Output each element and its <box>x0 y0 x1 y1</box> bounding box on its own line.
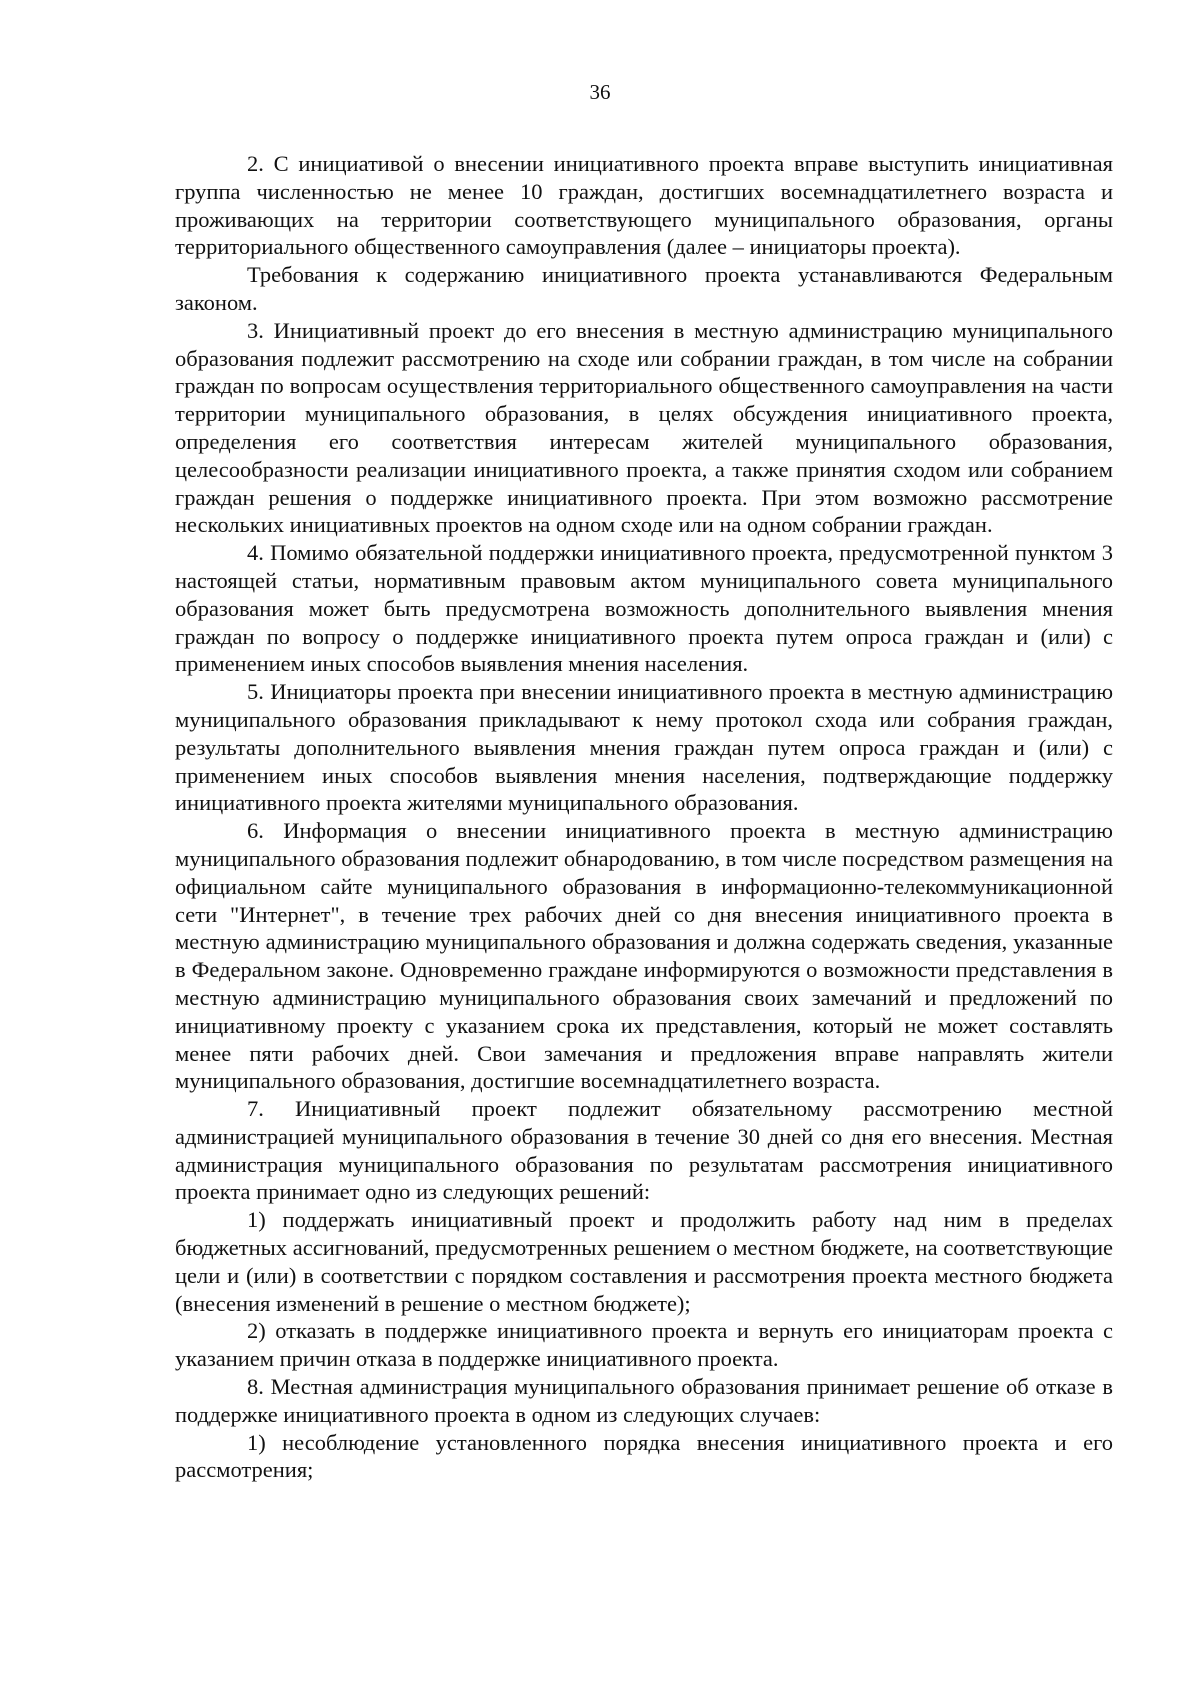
paragraph-requirements: Требования к содержанию инициативного проекта устанавливаются Федеральным законом. <box>175 262 1113 315</box>
paragraph-3: 3. Инициативный проект до его внесения в местную администрацию муниципального образования подлежит рассмотрению на сходе или собрании граждан, в том числе на собрании граждан по вопросам осуществления территориального общественного самоуправления на части территории муниципального образования, в целях обсуждения инициативного проекта, определения его соответствия интересам жителей муниципального образования, целесообразности реализации инициативного проекта, а также принятия сходом или собранием граждан решения о поддержке инициативного проекта. При этом возможно рассмотрение нескольких инициативных проектов на одном сходе или на одном собрании граждан. <box>175 317 1113 538</box>
paragraph-8: 8. Местная администрация муниципального образования принимает решение об отказе в поддержке инициативного проекта в одном из следующих случаев: <box>175 1374 1113 1427</box>
paragraph-8-item-1: 1) несоблюдение установленного порядка внесения инициативного проекта и его рассмотрения; <box>175 1429 1113 1483</box>
paragraph-6: 6. Информация о внесении инициативного проекта в местную администрацию муниципального образования подлежит обнародованию, в том числе посредством размещения на официальном сайте муниципального образования в информационно-телекоммуникационной сети "Интернет", в течение трех рабочих дней со дня внесения инициативного проекта в местную администрацию муниципального образования и должна содержать сведения, указанные в Федеральном законе. Одновременно граждане информируются о возможности представления в местную администрацию муниципального образования своих замечаний и предложений по инициативному проекту с указанием срока их представления, который не может составлять менее пяти рабочих дней. Свои замечания и предложения вправе направлять жители муниципального образования, достигшие восемнадцатилетнего возраста. <box>175 818 1113 1094</box>
paragraph-4: 4. Помимо обязательной поддержки инициативного проекта, предусмотренной пунктом 3 настоящей статьи, нормативным правовым актом муниципального совета муниципального образования может быть предусмотрена возможность дополнительного выявления мнения граждан по вопросу о поддержке инициативного проекта путем опроса граждан и (или) с применением иных способов выявления мнения населения. <box>175 540 1113 677</box>
paragraph-7: 7. Инициативный проект подлежит обязательному рассмотрению местной администрацией муниципального образования в течение 30 дней со дня его внесения. Местная администрация муниципального образования по результатам рассмотрения инициативного проекта принимает одно из следующих решений: <box>175 1096 1113 1205</box>
page-number: 36 <box>589 80 611 104</box>
paragraph-2: 2. С инициативой о внесении инициативного проекта вправе выступить инициативная группа численностью не менее 10 граждан, достигших восемнадцатилетнего возраста и проживающих на территории соответствующего муниципального образования, органы территориального общественного самоуправления (далее – инициаторы проекта). <box>175 151 1113 260</box>
paragraph-7-item-1: 1) поддержать инициативный проект и продолжить работу над ним в пределах бюджетных ассигнований, предусмотренных решением о местном бюджете, на соответствующие цели и (или) в соответствии с порядком составления и рассмотрения проекта местного бюджета (внесения изменений в решение о местном бюджете); <box>175 1207 1113 1316</box>
document-body <box>175 150 1113 1484</box>
paragraph-5: 5. Инициаторы проекта при внесении инициативного проекта в местную администрацию муниципального образования прикладывают к нему протокол схода или собрания граждан, результаты дополнительного выявления мнения граждан путем опроса граждан и (или) с применением иных способов выявления мнения населения, подтверждающие поддержку инициативного проекта жителями муниципального образования. <box>175 679 1113 816</box>
paragraph-7-item-2: 2) отказать в поддержке инициативного проекта и вернуть его инициаторам проекта с указанием причин отказа в поддержке инициативного проекта. <box>175 1318 1113 1372</box>
